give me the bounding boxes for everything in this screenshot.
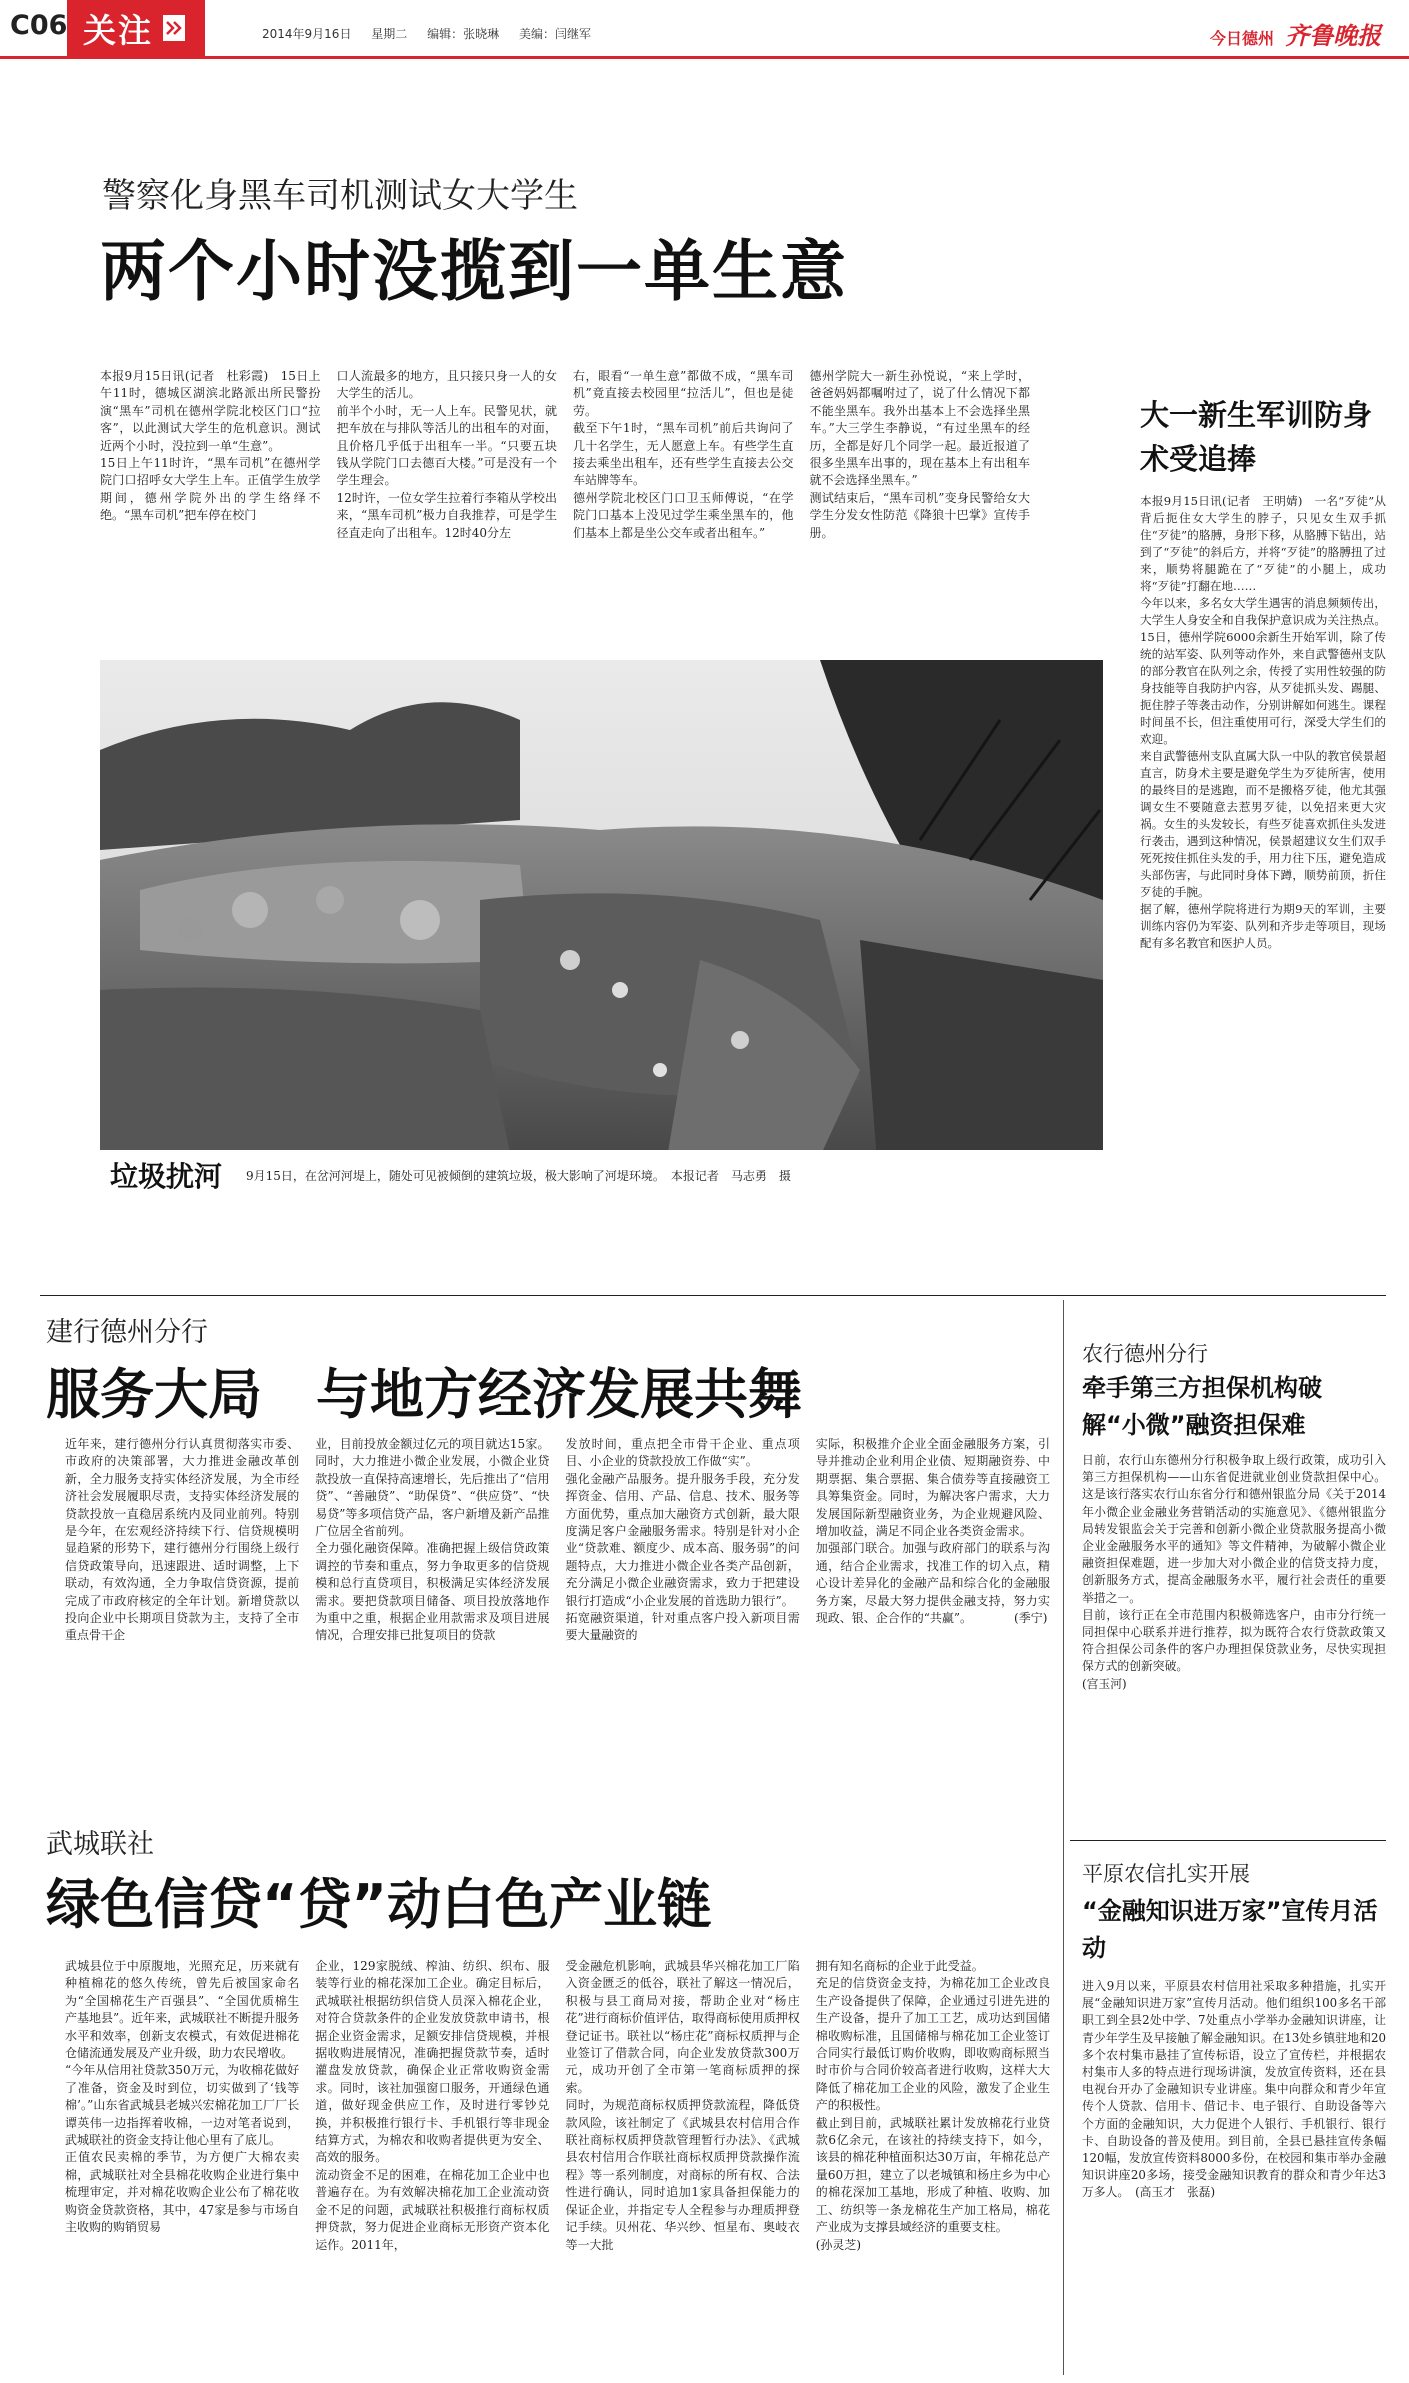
article-body bbox=[65, 1436, 1050, 1808]
article-column: 德州学院大一新生孙悦说，“来上学时，爸爸妈妈都嘱咐过了，说了什么情况下都不能坐黑车。我外出基本上不会选择坐黑车。”大三学生李静说，“有过坐黑车的经历，全都是好几个同学一起。最近报道了很多坐黑车出事的，现在基本上有出租车就不会选择坐黑车。” 测试结束后，“黑车司机”变身民警给女大学生分发女性防范《降狼十巴掌》宣传手册。 bbox=[809, 369, 1030, 540]
article-column: 业，目前投放金额过亿元的项目就达15家。同时，大力推进小微企业发展，小微企业贷款投放一直保持高速增长，先后推出了“信用贷”、“善融贷”、“助保贷”、“供应贷”、“快易贷”等多项信贷产品，客户新增及新产品推广位居全省前列。 全力强化融资保障。准确把握上级信贷政策调控的节奏和重点，努力争取更多的信贷规模和总行直贷项目，积极满足实体经济发展需求。要把贷款项目储备、项目投放落地作为重中之重，根据企业用款需求及项目进展情况，合理安排已批复项目的贷款 bbox=[315, 1437, 550, 1643]
sidebar-headline: 牵手第三方担保机构破解“小微”融资担保难 bbox=[1082, 1374, 1322, 1439]
article-body bbox=[65, 1958, 1050, 2376]
article-column: 右，眼看“一单生意”都做不成，“黑车司机”竟直接去校园里“拉活儿”，但也是徒劳。 截至下午1时，“黑车司机”前后共询问了几十名学生，无人愿意上车。有些学生直接去乘坐出租车，还有些学生直接去公交车站牌等车。 德州学院北校区门口卫玉师傅说，“在学院门口基本上没见过学生乘坐黑车的，他们基本上都是坐公交车或者出租车。” bbox=[573, 369, 794, 540]
article-column: 本报9月15日讯(记者 杜彩霞) 15日上午11时，德城区湖滨北路派出所民警扮演“黑车”司机在德州学院北校区门口“拉客”，以此测试大学生的危机意识。测试近两个小时，没拉到一单“生意”。 15日上午11时许，“黑车司机”在德州学院门口招呼女大学生上车。正值学生放学期间，德州学院外出的学生络绎不绝。“黑车司机”把车停在校门 bbox=[100, 369, 321, 523]
article-column: 受金融危机影响，武城县华兴棉花加工厂陷入资金匮乏的低谷，联社了解这一情况后，积极与县工商局对接，帮助企业对“杨庄花”进行商标价值评估，取得商标使用质押权登记证书。联社以“杨庄花”商标权质押与企业签订了借款合同，向企业发放贷款300万元，成功开创了全市第一笔商标质押的探索。 同时，为规范商标权质押贷款流程，降低贷款风险，该社制定了《武城县农村信用合作联社商标权质押贷款管理暂行办法》、《武城县农村信用合作联社商标权质押贷款操作流程》等一系列制度，对商标的所有权、合法性进行确认，同时追加1家具备担保能力的保证企业，并指定专人全程参与办理质押登记手续。贝州花、华兴纱、恒星布、奥岐衣等一大批 bbox=[565, 1959, 800, 2252]
double-chevron-icon bbox=[163, 15, 185, 41]
photo-caption: 9月15日，在岔河河堤上，随处可见被倾倒的建筑垃圾，极大影响了河堤环境。 本报记者 马志勇 摄 bbox=[246, 1168, 791, 1183]
sidebar-headline: 大一新生军训防身术受追捧 bbox=[1140, 398, 1373, 476]
article-kicker: 警察化身黑车司机测试女大学生 bbox=[102, 176, 578, 216]
issue-weekday: 星期二 bbox=[371, 27, 408, 41]
article-kicker: 武城联社 bbox=[46, 1829, 154, 1860]
photo-title: 垃圾扰河 bbox=[110, 1160, 223, 1193]
paper-masthead bbox=[1210, 16, 1381, 51]
sidebar-kicker: 平原农信扎实开展 bbox=[1082, 1862, 1250, 1886]
section-title: 关注 bbox=[83, 10, 153, 50]
header-meta bbox=[262, 25, 591, 42]
section-divider bbox=[40, 1295, 1386, 1296]
article-column: 武城县位于中原腹地，光照充足，历来就有种植棉花的悠久传统，曾先后被国家命名为“全国棉花生产百强县”、“全国优质棉生产基地县”。近年来，武城联社不断提升服务水平和效率，创新支农模式，有效促进棉花仓储流通发展及产业升级，助力农民增收。 “今年从信用社贷款350万元，为收棉花做好了准备，资金及时到位，切实做到了‘钱等棉’。”山东省武城县老城兴宏棉花加工厂厂长谭英伟一边指挥着收棉，一边对笔者说到，武城联社的资金支持让他心里有了底儿。 正值农民卖棉的季节，为方便广大棉农卖棉，武城联社对全县棉花收购企业进行集中梳理审定，并对棉花收购企业公布了棉花收购资金贷款资格，其中，47家是参与市场自主收购的购销贸易 bbox=[65, 1959, 300, 2235]
sidebar-kicker: 农行德州分行 bbox=[1082, 1342, 1208, 1366]
sidebar-headline: “金融知识进万家”宣传月活动 bbox=[1082, 1897, 1378, 1962]
sidebar-body: 日前，农行山东德州分行积极争取上级行政策，成功引入第三方担保机构——山东省促进就业创业贷款担保中心。这是该行落实农行山东省分行和德州银监分局《关于2014年小微企业金融业务营销活动的实施意见》、《德州银监分局转发银监会关于完善和创新小微企业贷款服务提高小微企业金融服务水平的通知》等文件精神，为破解小微企业融资担保难题，进一步加大对小微企业的信贷支持力度，创新服务方式，提高金融服务水平，履行社会责任的重要举措之一。 目前，该行正在全市范围内积极筛选客户，由市分行统一同担保中心联系并进行推荐，拟为既符合农行贷款政策又符合担保公司条件的客户办理担保贷款业务，尽快实现担保方式的创新突破。 (宫玉河) bbox=[1082, 1453, 1386, 1691]
article-body bbox=[100, 368, 1030, 664]
section-tab bbox=[67, 0, 205, 56]
article-column: 拥有知名商标的企业于此受益。 充足的信贷资金支持，为棉花加工企业改良生产设备提供了保障，企业通过引进先进的生产设备，提升了加工工艺，成功达到国储棉收购标准，且国储棉与棉花加工企业签订合同实行最低订购价收购，即收购商标照当时市价与合同价较高者进行收购，这样大大降低了棉花加工企业的风险，激发了企业生产的积极性。 截止到目前，武城联社累计发放棉花行业贷款6亿余元，在该社的持续支持下，如今，该县的棉花种植面积达30万亩，年棉花总产量60万担，建立了以老城镇和杨庄乡为中心的棉花深加工基地，形成了种植、收购、加工、纺织等一条龙棉花生产加工格局，棉花产业成为支撑县域经济的重要支柱。 (孙灵芝) bbox=[815, 1959, 1050, 2252]
sidebar-body: 进入9月以来，平原县农村信用社采取多种措施，扎实开展“金融知识进万家”宣传月活动。他们组织100多名干部职工到全县2处中学、7处重点小学举办金融知识讲座，让青少年学生及早接触了解金融知识。在13处乡镇驻地和20多个农村集市悬挂了宣传标语，设立了宣传栏，并根据农村集市人多的特点进行现场讲演，发放宣传资料，还在县电视台开办了金融知识专业讲座。集中向群众和青少年宣传个人贷款、信用卡、借记卡、电子银行、自助设备等六个方面的金融知识，大力促进个人银行、手机银行、银行卡、自助设备的普及使用。到目前，全县已悬挂宣传条幅120幅，发放宣传资料8000多份，在校园和集市举办金融知识讲座20多场，接受金融知识教育的群众和青少年达3万多人。 (高玉才 张磊) bbox=[1082, 1979, 1386, 2200]
article-headline: 绿色信贷“贷”动白色产业链 bbox=[46, 1873, 711, 1936]
article-column: 实际，积极推介企业全面金融服务方案，引导并推动企业利用企业债、短期融资券、中期票据、集合票据、集合债券等直接融资工具筹集资金。同时，为解决客户需求，大力发展国际新型融资业务，为企业规避风险、增加收益，满足不同企业各类资金需求。 加强部门联合。加强与政府部门的联系与沟通，结合企业需求，找准工作的切入点，精心设计差异化的金融产品和综合化的金融服务方案，尽最大努力提供金融支持，努力实现政、银、企合作的“共赢”。 (季宁) bbox=[815, 1437, 1050, 1626]
article-column: 发放时间，重点把全市骨干企业、重点项目、小企业的贷款投放工作做“实”。 强化金融产品服务。提升服务手段，充分发挥资金、信用、产品、信息、技术、服务等方面优势，重点加大融资方式创新，最大限度满足客户金融服务需求。特别是针对小企业“贷款难、额度少、成本高、服务弱”的问题特点，大力推进小微企业各类产品创新，充分满足小微企业融资需求，致力于把建设银行打造成“小企业发展的首选助力银行”。 拓宽融资渠道，针对重点客户投入新项目需要大量融资的 bbox=[565, 1437, 800, 1643]
paper-name: 齐鲁晚报 bbox=[1285, 21, 1382, 50]
article-column: 口人流最多的地方，且只接只身一人的女大学生的活儿。 前半个小时，无一人上车。民警见状，就把车放在与排队等活儿的出租车的对面，且价格几乎低于出租车一半。“只要五块钱从学院门口去德百大楼。”可是没有一个学生理会。 12时许，一位女学生拉着行李箱从学校出来，“黑车司机”极力自我推荐，可是学生径直走向了出租车。12时40分左 bbox=[336, 369, 557, 540]
photo-river-trash bbox=[100, 660, 1103, 1200]
header-rule bbox=[0, 56, 1409, 59]
page-code: C06 bbox=[10, 10, 68, 41]
photo-caption-bar bbox=[100, 1150, 1103, 1200]
article-headline: 服务大局 与地方经济发展共舞 bbox=[46, 1363, 802, 1426]
issue-date: 2014年9月16日 bbox=[262, 27, 352, 41]
article-column: 企业，129家脱绒、榨油、纺织、织布、服装等行业的棉花深加工企业。确定目标后，武城联社根据纺织信贷人员深入棉花企业，对符合贷款条件的企业发放贷款申请书，根据企业资金需求，足额安排信贷规模，并根据收购进展情况，准确把握贷款节奏，适时灌盘发放贷款，确保企业正常收购资金需求。同时，该社加强窗口服务，开通绿色通道，做好现金供应工作，及时进行零钞兑换，并积极推行银行卡、手机银行等非现金结算方式，为棉农和收购者提供更为安全、高效的服务。 流动资金不足的困难，在棉花加工企业中也普遍存在。为有效解决棉花加工企业流动资金不足的问题，武城联社积极推行商标权质押贷款，努力促进企业商标无形资产资本化运作。2011年， bbox=[315, 1959, 550, 2252]
editor-credit: 编辑：张晓琳 bbox=[427, 27, 500, 41]
designer-credit: 美编：闫继军 bbox=[518, 27, 591, 41]
paper-tag: 今日德州 bbox=[1210, 29, 1275, 48]
article-column: 近年来，建行德州分行认真贯彻落实市委、市政府的决策部署，大力推进金融改革创新，全力服务支持实体经济发展，为全市经济社会发展履职尽责，支持实体经济发展的贷款投放一直稳居系统内及同业前列。特别是今年，在宏观经济持续下行、信贷规模明显趋紧的形势下，建行德州分行围绕上级行信贷政策导向，迅速跟进、适时调整，上下联动，有效沟通，全力争取信贷资源，提前完成了市政府核定的全年计划。新增贷款以投向企业中长期项目贷款为主，支持了全市重点骨干企 bbox=[65, 1437, 300, 1643]
news-photo bbox=[100, 660, 1103, 1200]
sidebar-divider bbox=[1070, 1840, 1386, 1841]
article-headline: 两个小时没揽到一单生意 bbox=[100, 233, 848, 310]
article-kicker: 建行德州分行 bbox=[46, 1317, 208, 1348]
column-divider bbox=[1063, 1300, 1064, 2375]
sidebar-body: 本报9月15日讯(记者 王明婧) 一名“歹徒”从背后扼住女大学生的脖子，只见女生双手抓住“歹徒”的胳膊，身形下移，从胳膊下钻出，站到了“歹徒”的斜后方，并将“歹徒”的胳膊扭了过来，顺势将腿跪在了“歹徒”的小腿上，成功将“歹徒”打翻在地…… 今年以来，多名女大学生遇害的消息频频传出，大学生人身安全和自我保护意识成为关注热点。15日，德州学院6000余新生开始军训，除了传统的站军姿、队列等动作外，来自武警德州支队的部分教官在队列之余，传授了实用性较强的防身技能等自我防护内容，从歹徒抓头发、踢腿、扼住脖子等袭击动作，分别讲解如何逃生。课程时间虽不长，但注重使用可行，深受大学生们的欢迎。 来自武警德州支队直属大队一中队的教官侯景超直言，防身术主要是避免学生为歹徒所害，使用的最终目的是逃跑，而不是搬格歹徒，他尤其强调女生不要随意去惹男歹徒，以免招来更大灾祸。女生的头发较长，有些歹徒喜欢抓住头发进行袭击，遇到这种情况，侯景超建议女生们双手死死按住抓住头发的手，用力往下压，避免造成头部伤害，与此同时身体下蹲，顺势前顶，折住歹徒的手腕。 据了解，德州学院将进行为期9天的军训，主要训练内容仍为军姿、队列和齐步走等项目，现场配有多名教官和医护人员。 bbox=[1140, 494, 1386, 950]
